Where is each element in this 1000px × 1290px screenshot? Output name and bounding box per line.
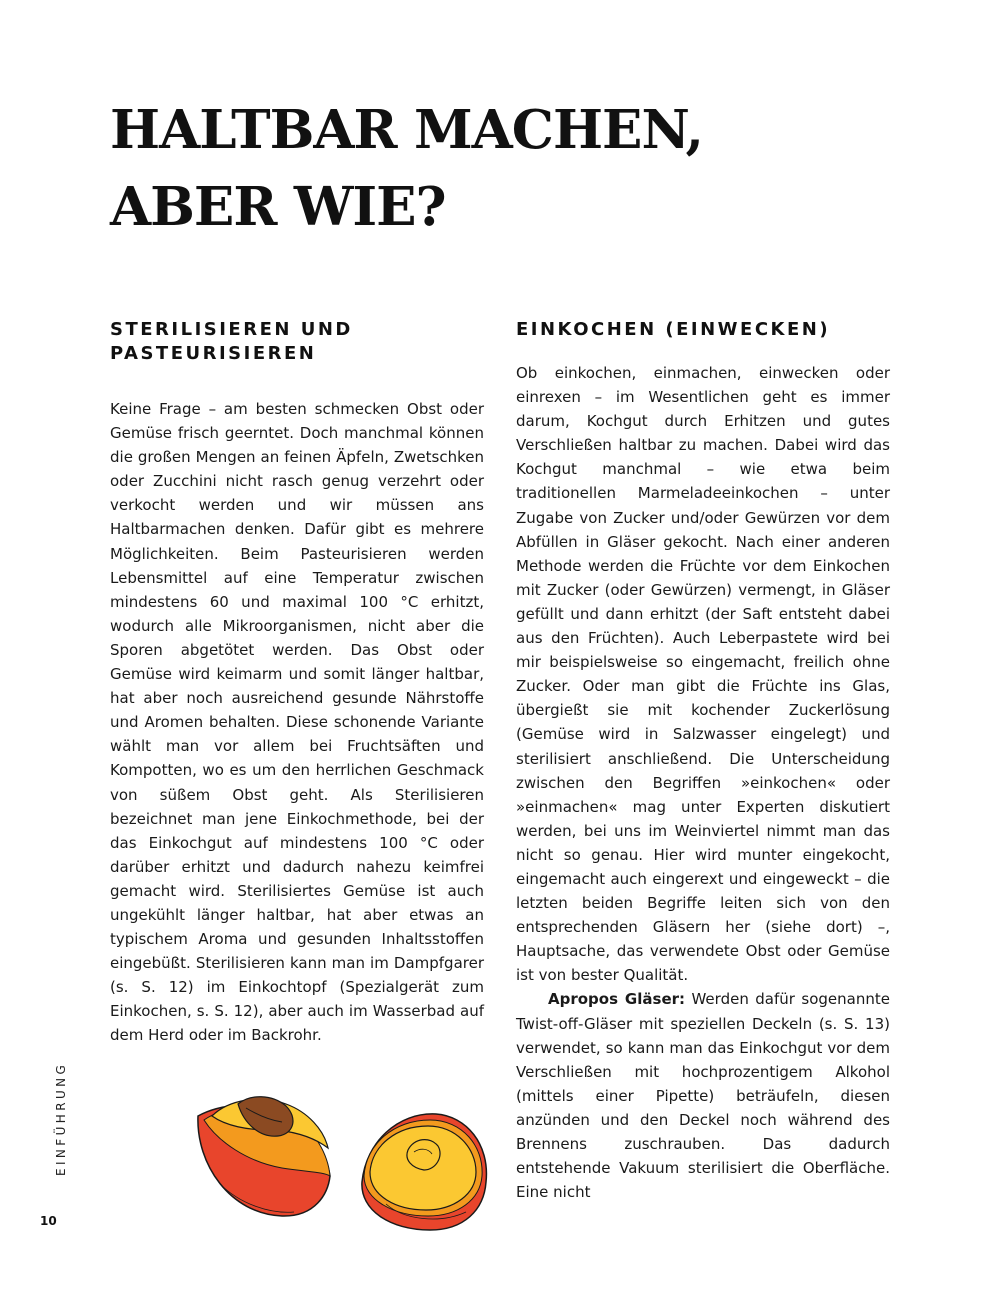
left-heading-line-2: PASTEURISIEREN <box>110 343 317 364</box>
chapter-label: EINFÜHRUNG <box>54 1061 68 1176</box>
apricot-half-left <box>198 1097 330 1216</box>
page-title <box>110 92 910 246</box>
left-heading <box>110 318 484 366</box>
right-column <box>516 318 890 1204</box>
right-body-2-text: Werden dafür sogenannte Twist-off-Gläser mit speziellen Deckeln (s. S. 13) verwendet, so kann man das Einkochgut vor dem Verschließen mit hochprozentigem Alkohol (mittels einer Pipette) beträufeln, diesen anzünden und den Deckel noch während des Brennens zuschrauben. Das dadurch entstehende Vakuum sterilisiert die Oberfläche. Eine nicht <box>516 990 890 1202</box>
title-line-2: ABER WIE? <box>110 176 446 238</box>
left-column <box>110 318 484 1048</box>
page-number: 10 <box>40 1214 57 1228</box>
apricot-illustration <box>190 1064 490 1234</box>
left-body: Keine Frage – am besten schmecken Obst oder Gemüse frisch geerntet. Doch manchmal können die großen Mengen an feinen Äpfeln, Zwetschken oder Zucchini nicht rasch genug verzehrt oder verkocht werden und wir müssen ans Haltbarmachen denken. Dafür gibt es mehrere Möglichkeiten. Beim Pasteurisieren werden Lebensmittel auf eine Temperatur zwischen mindestens 60 und maximal 100 °C erhitzt, wodurch alle Mikroorganismen, nicht aber die Sporen abgetötet werden. Das Obst oder Gemüse wird keimarm und somit länger haltbar, hat aber noch ausreichend gesunde Nährstoffe und Aromen behalten. Diese schonende Variante wählt man vor allem bei Fruchtsäften und Kompotten, wo es um den herrlichen Geschmack von süßem Obst geht. Als Sterilisieren bezeichnet man jene Einkochmethode, bei der das Einkochgut auf mindestens 100 °C oder darüber erhitzt und dadurch nahezu keimfrei gemacht wird. Sterilisiertes Gemüse ist auch ungekühlt länger haltbar, hat aber etwas an typischem Aroma und gesunden Inhaltsstoffen eingebüßt. Sterilisieren kann man im Dampfgarer (s. S. 12) im Einkochtopf (Spezialgerät zum Einkochen, s. S. 12), aber auch im Wasserbad auf dem Herd oder im Backrohr. <box>110 400 484 1045</box>
right-body-1: Ob einkochen, einmachen, einwecken oder einrexen – im Wesentlichen geht es immer darum, Kochgut durch Erhitzen und gutes Verschließen haltbar zu machen. Dabei wird das Kochgut manchmal – wie etwa beim traditionellen Marmeladeeinkochen – unter Zugabe von Zucker und/oder Gewürzen vor dem Abfüllen in Gläser gekocht. Nach einer anderen Methode werden die Früchte vor dem Einkochen mit Zucker (oder Gewürzen) vermengt, in Gläser gefüllt und dann erhitzt (der Saft entsteht dabei aus den Früchten). Auch Leberpastete wird bei mir beispielsweise so eingemacht, freilich ohne Zucker. Oder man gibt die Früchte ins Glas, übergießt sie mit kochender Zuckerlösung (Gemüse wird in Salzwasser eingelegt) und sterilisiert anschließend. Die Unterscheidung zwischen den Begriffen »einkochen« oder »einmachen« mag unter Experten diskutiert werden, bei uns im Weinviertel nimmt man das nicht so genau. Hier wird munter eingekocht, eingemacht auch eingerext und eingeweckt – die letzten beiden Begriffe leiten sich von den entsprechenden Gläsern her (siehe dort) –, Hauptsache, das verwendete Obst oder Gemüse ist von bester Qualität. <box>516 364 890 985</box>
right-heading: EINKOCHEN (EINWECKEN) <box>516 319 831 340</box>
right-body-2-lead: Apropos Gläser: <box>548 990 686 1009</box>
title-line-1: HALTBAR MACHEN, <box>110 99 703 161</box>
right-body-2 <box>516 987 890 1204</box>
apricot-half-right <box>362 1114 487 1230</box>
left-heading-line-1: STERILISIEREN UND <box>110 319 353 340</box>
